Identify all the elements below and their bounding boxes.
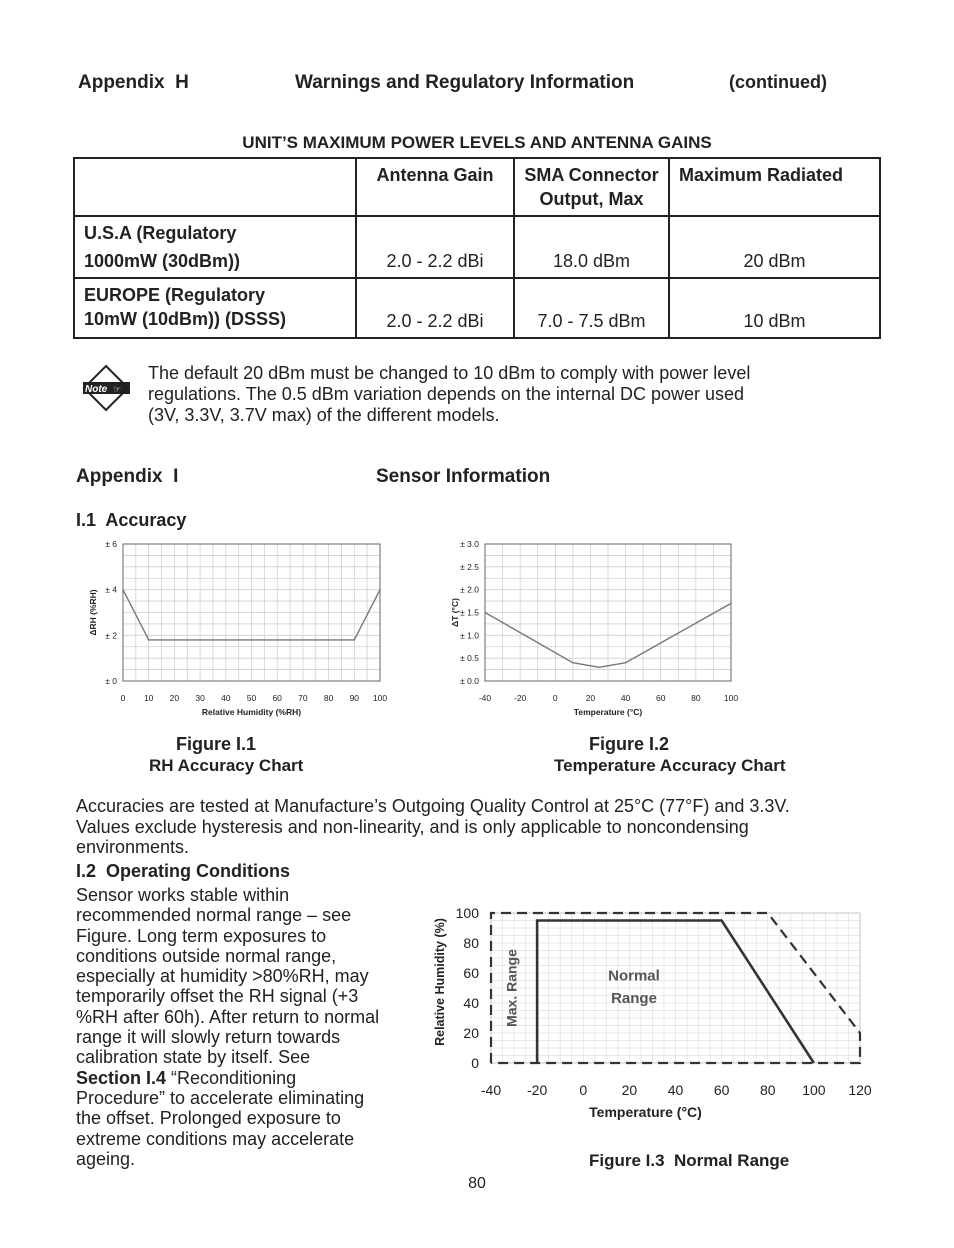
data-point xyxy=(625,662,627,664)
note-icon-label: Note xyxy=(85,384,108,395)
max-range-label: Max. Range xyxy=(503,949,520,1027)
x-tick-label: 20 xyxy=(169,693,180,703)
normal-range-label-2: Range xyxy=(611,990,657,1007)
x-tick-label: -20 xyxy=(513,693,527,703)
output-cell: 18.0 dBm xyxy=(514,216,669,278)
x-tick-label: 10 xyxy=(143,693,154,703)
y-tick-label: 0 xyxy=(471,1055,479,1071)
y-tick-label: ± 6 xyxy=(105,539,117,549)
note-text: The default 20 dBm must be changed to 10 dBm to comply with power level regulations. The 0.5 dBm variation depends on the internal DC power used (3V, 3.3V, 3.7V max) of the different models. xyxy=(148,363,751,425)
y-axis-label: ΔT (°C) xyxy=(450,598,460,627)
gain-cell: 2.0 - 2.2 dBi xyxy=(356,278,514,338)
y-tick-label: 20 xyxy=(463,1025,479,1041)
y-tick-label: ± 1.5 xyxy=(460,607,479,618)
x-tick-label: 80 xyxy=(691,693,701,703)
x-tick-label: 90 xyxy=(349,693,360,703)
continued-label: (continued) xyxy=(729,72,827,92)
radiated-cell: 10 dBm xyxy=(669,278,880,338)
header-cell-antenna-gain: Antenna Gain xyxy=(356,158,514,216)
region-cell: U.S.A (Regulatory 1000mW (30dBm)) xyxy=(74,216,356,278)
x-tick-label: 70 xyxy=(298,693,308,703)
x-tick-label: 80 xyxy=(759,1082,776,1098)
x-tick-label: 40 xyxy=(667,1082,684,1098)
operating-text: Sensor works stable within recommended normal range – see Figure. Long term exposures to conditions outside normal range, especially at humidity >80%RH, may temporarily offset the RH signal (+3 %RH after 60h). After return to normal range it will slowly return towards calibration state by itself. See Section I.4 “Reconditioning Procedure” to accelerate eliminating the offset. Prolonged exposure to extreme conditions may accelerate ageing. xyxy=(76,885,380,1169)
y-tick-label: ± 1.0 xyxy=(460,630,479,641)
fig1-label: Figure I.1 xyxy=(176,734,257,754)
x-tick-label: 0 xyxy=(579,1082,588,1098)
x-tick-label: 20 xyxy=(585,693,596,703)
temperature-accuracy-chart xyxy=(436,534,746,724)
region-cell: EUROPE (Regulatory 10mW (10dBm)) (DSSS) xyxy=(74,278,356,338)
y-tick-label: ± 2.5 xyxy=(460,561,479,572)
svg-text:☞: ☞ xyxy=(113,384,122,394)
y-tick-label: 80 xyxy=(463,935,479,951)
x-tick-label: 20 xyxy=(621,1082,638,1098)
x-tick-label: 120 xyxy=(848,1082,872,1098)
header-cell-max-radiated: Maximum Radiated xyxy=(669,158,880,216)
x-axis-label: Relative Humidity (%RH) xyxy=(201,707,302,717)
y-tick-label: ± 2.0 xyxy=(460,584,479,595)
y-tick-label: 100 xyxy=(455,905,479,921)
x-tick-label: 100 xyxy=(802,1082,826,1098)
y-tick-label: ± 0 xyxy=(105,676,117,686)
x-tick-label: 100 xyxy=(372,693,388,703)
normal-range-label-1: Normal xyxy=(608,967,660,985)
x-tick-label: -40 xyxy=(480,1082,502,1098)
data-point xyxy=(148,639,150,641)
note-icon xyxy=(80,362,132,414)
y-tick-label: 40 xyxy=(463,995,479,1011)
operating-heading: I.2 Operating Conditions xyxy=(76,861,291,881)
section-ref: Section I.4 xyxy=(76,1067,167,1088)
accuracy-text: Accuracies are tested at Manufacture’s Outgoing Quality Control at 25°C (77°F) and 3.3V. Values exclude hysteresis and non-linearity, and is only applicable to noncondensing environments. xyxy=(76,796,790,857)
data-point xyxy=(484,612,486,614)
y-axis-label: ΔRH (%RH) xyxy=(88,589,98,636)
y-tick-label: ± 4 xyxy=(105,584,117,595)
x-tick-label: 60 xyxy=(713,1082,730,1098)
page-number: 80 xyxy=(468,1175,486,1192)
appendix-i-label: Appendix I xyxy=(76,466,179,487)
rh-accuracy-chart xyxy=(82,534,402,724)
power-table xyxy=(73,157,881,339)
appendix-h-title: Warnings and Regulatory Information xyxy=(295,72,635,93)
x-tick-label: 0 xyxy=(552,693,558,703)
data-point xyxy=(572,662,574,664)
data-point xyxy=(122,589,124,591)
appendix-i-title: Sensor Information xyxy=(376,466,551,487)
x-axis-label: Temperature (°C) xyxy=(589,1104,702,1120)
x-tick-label: 30 xyxy=(195,693,205,703)
y-tick-label: ± 2 xyxy=(105,630,117,641)
y-tick-label: ± 3.0 xyxy=(460,539,479,549)
x-tick-label: 40 xyxy=(221,693,231,703)
output-cell: 7.0 - 7.5 dBm xyxy=(514,278,669,338)
x-tick-label: -20 xyxy=(527,1082,548,1098)
accuracy-heading: I.1 Accuracy xyxy=(76,510,187,530)
fig2-label: Figure I.2 xyxy=(589,734,670,754)
y-axis-label: Relative Humidity (%) xyxy=(433,918,447,1046)
x-tick-label: 0 xyxy=(120,693,126,703)
x-tick-label: 80 xyxy=(323,693,334,703)
fig2-caption: Temperature Accuracy Chart xyxy=(554,756,786,775)
table-row xyxy=(74,278,880,338)
fig3-caption: Figure I.3 Normal Range xyxy=(589,1151,790,1170)
appendix-h-label: Appendix H xyxy=(78,72,189,93)
x-tick-label: 60 xyxy=(655,693,666,703)
data-point xyxy=(730,603,732,605)
radiated-cell: 20 dBm xyxy=(669,216,880,278)
y-tick-label: 60 xyxy=(463,965,479,981)
header-cell-sma-output: SMA Connector Output, Max xyxy=(514,158,669,216)
data-point xyxy=(598,667,600,669)
x-tick-label: 50 xyxy=(246,693,257,703)
normal-range-chart xyxy=(430,898,880,1126)
gain-cell: 2.0 - 2.2 dBi xyxy=(356,216,514,278)
x-tick-label: -40 xyxy=(478,693,492,703)
x-axis-label: Temperature (°C) xyxy=(573,707,643,717)
header-cell-empty xyxy=(74,158,356,216)
y-tick-label: ± 0.0 xyxy=(460,676,479,686)
x-tick-label: 60 xyxy=(272,693,282,703)
fig1-caption: RH Accuracy Chart xyxy=(149,756,304,775)
data-point xyxy=(379,589,381,591)
table-row xyxy=(74,216,880,278)
x-tick-label: 40 xyxy=(620,693,631,703)
data-point xyxy=(354,639,356,641)
power-table-title: UNIT’S MAXIMUM POWER LEVELS AND ANTENNA GAINS xyxy=(242,133,712,152)
y-tick-label: ± 0.5 xyxy=(460,653,479,664)
x-tick-label: 100 xyxy=(723,693,739,703)
